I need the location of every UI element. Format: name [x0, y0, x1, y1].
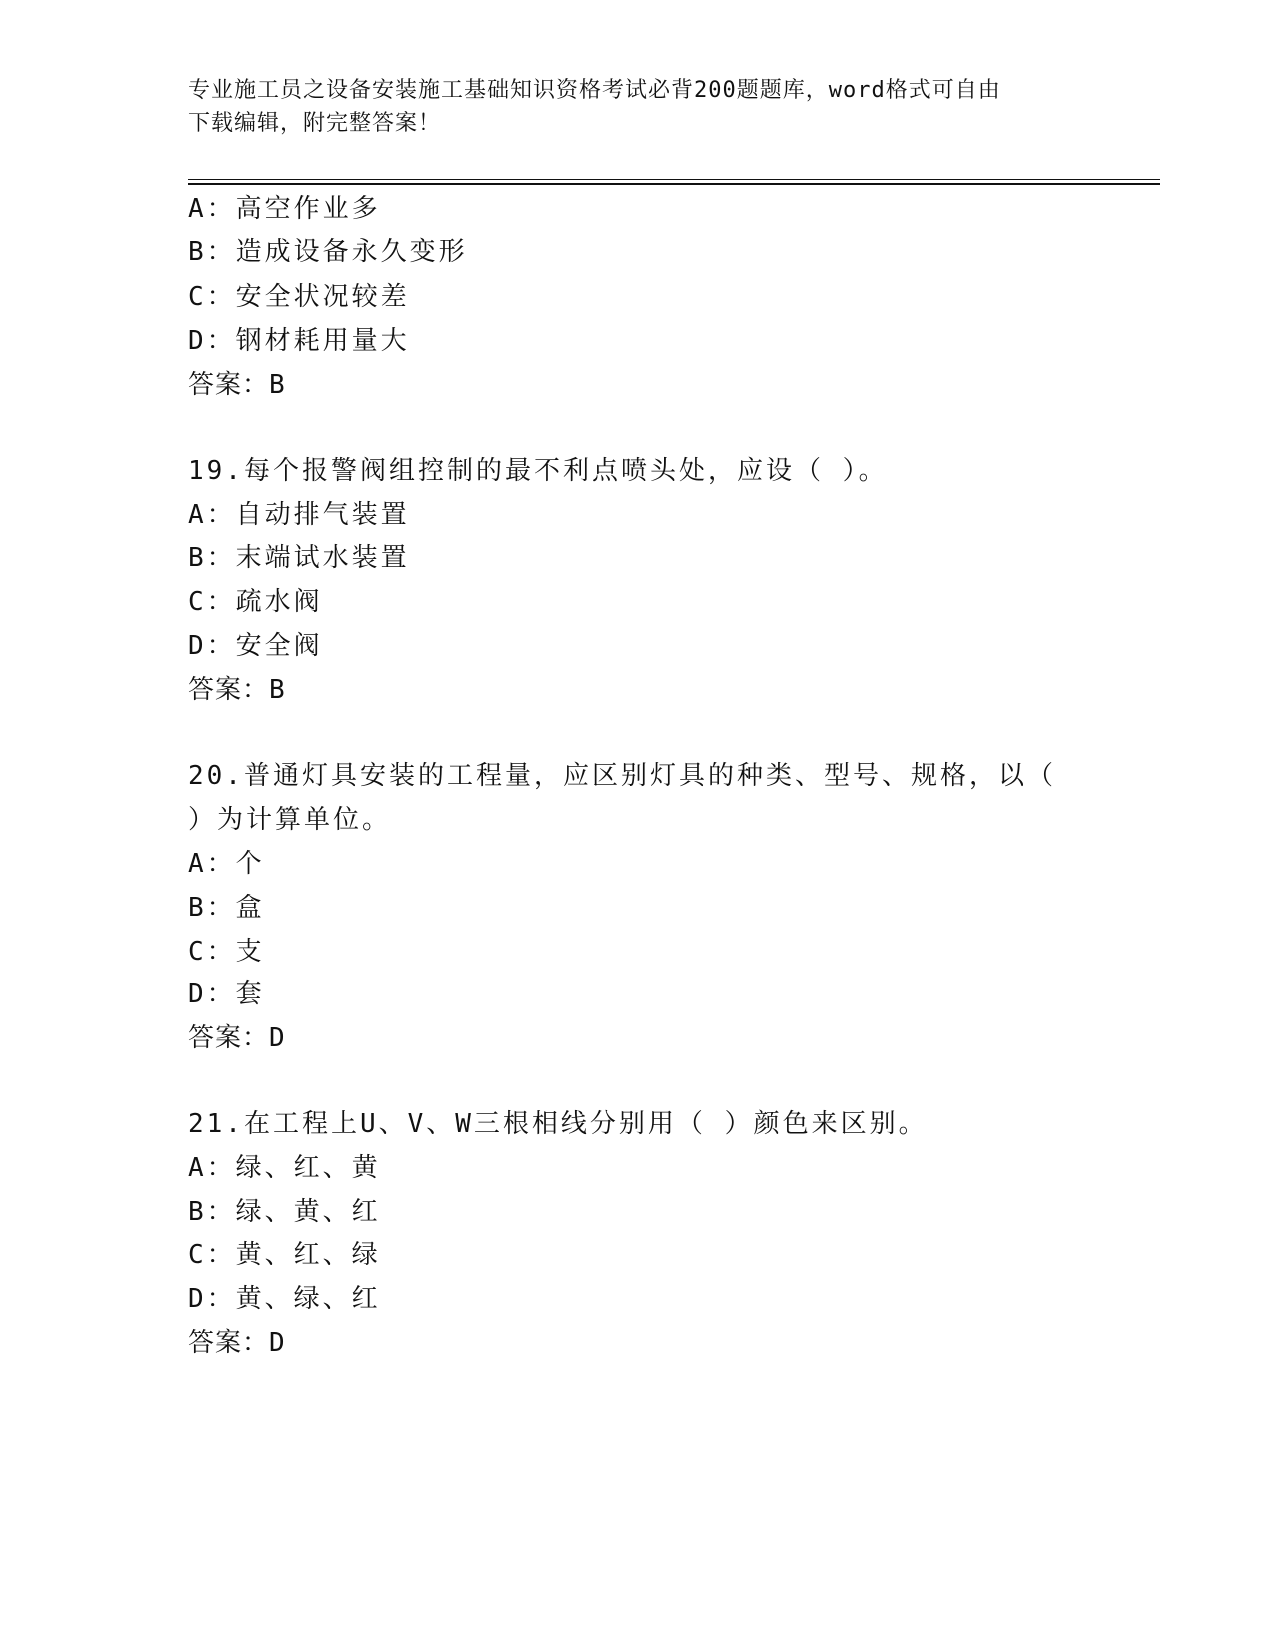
q20-answer [188, 1021, 286, 1055]
q20-answer-value: D [269, 1023, 286, 1053]
q19-stem: 19.每个报警阀组控制的最不利点喷头处，应设（ ）。 [188, 456, 888, 486]
document-header [188, 74, 1088, 140]
q19-option-c: C：疏水阀 [188, 587, 323, 617]
q21-answer-value: D [269, 1328, 286, 1358]
q20-stem-line-1: 20.普通灯具安装的工程量，应区别灯具的种类、型号、规格，以（ [188, 761, 1056, 791]
q21-answer-label: 答案： [188, 1328, 270, 1358]
q21-answer [188, 1326, 286, 1360]
q20-option-b: B：盒 [188, 893, 265, 923]
q20-option-c: C：支 [188, 937, 265, 967]
q21-option-d: D：黄、绿、红 [188, 1284, 381, 1314]
q20-stem-line-2: ）为计算单位。 [188, 805, 392, 835]
q20-option-d: D：套 [188, 979, 265, 1009]
q18-answer [188, 368, 286, 402]
q20-answer-label: 答案： [188, 1023, 270, 1053]
q18-answer-label: 答案： [188, 370, 270, 400]
header-divider-thick [188, 183, 1160, 185]
header-line-1: 专业施工员之设备安装施工基础知识资格考试必背200题题库，word格式可自由 [188, 78, 1001, 103]
q19-answer [188, 673, 286, 707]
q19-option-b: B：末端试水装置 [188, 543, 410, 573]
q19-option-a: A：自动排气装置 [188, 500, 410, 530]
q21-option-a: A：绿、红、黄 [188, 1153, 381, 1183]
q19-answer-label: 答案： [188, 675, 270, 705]
q21-option-b: B：绿、黄、红 [188, 1197, 381, 1227]
q21-option-c: C：黄、红、绿 [188, 1240, 381, 1270]
q19-answer-value: B [269, 675, 286, 705]
q18-option-d: D：钢材耗用量大 [188, 326, 410, 356]
q21-stem: 21.在工程上U、V、W三根相线分别用（ ）颜色来区别。 [188, 1109, 928, 1139]
q18-option-a: A：高空作业多 [188, 194, 381, 224]
q18-option-c: C：安全状况较差 [188, 282, 410, 312]
q19-option-d: D：安全阀 [188, 631, 323, 661]
q20-option-a: A：个 [188, 849, 265, 879]
q18-answer-value: B [269, 370, 286, 400]
header-line-2: 下载编辑，附完整答案！ [188, 111, 442, 136]
q18-option-b: B：造成设备永久变形 [188, 237, 468, 267]
header-divider-thin [188, 179, 1160, 180]
